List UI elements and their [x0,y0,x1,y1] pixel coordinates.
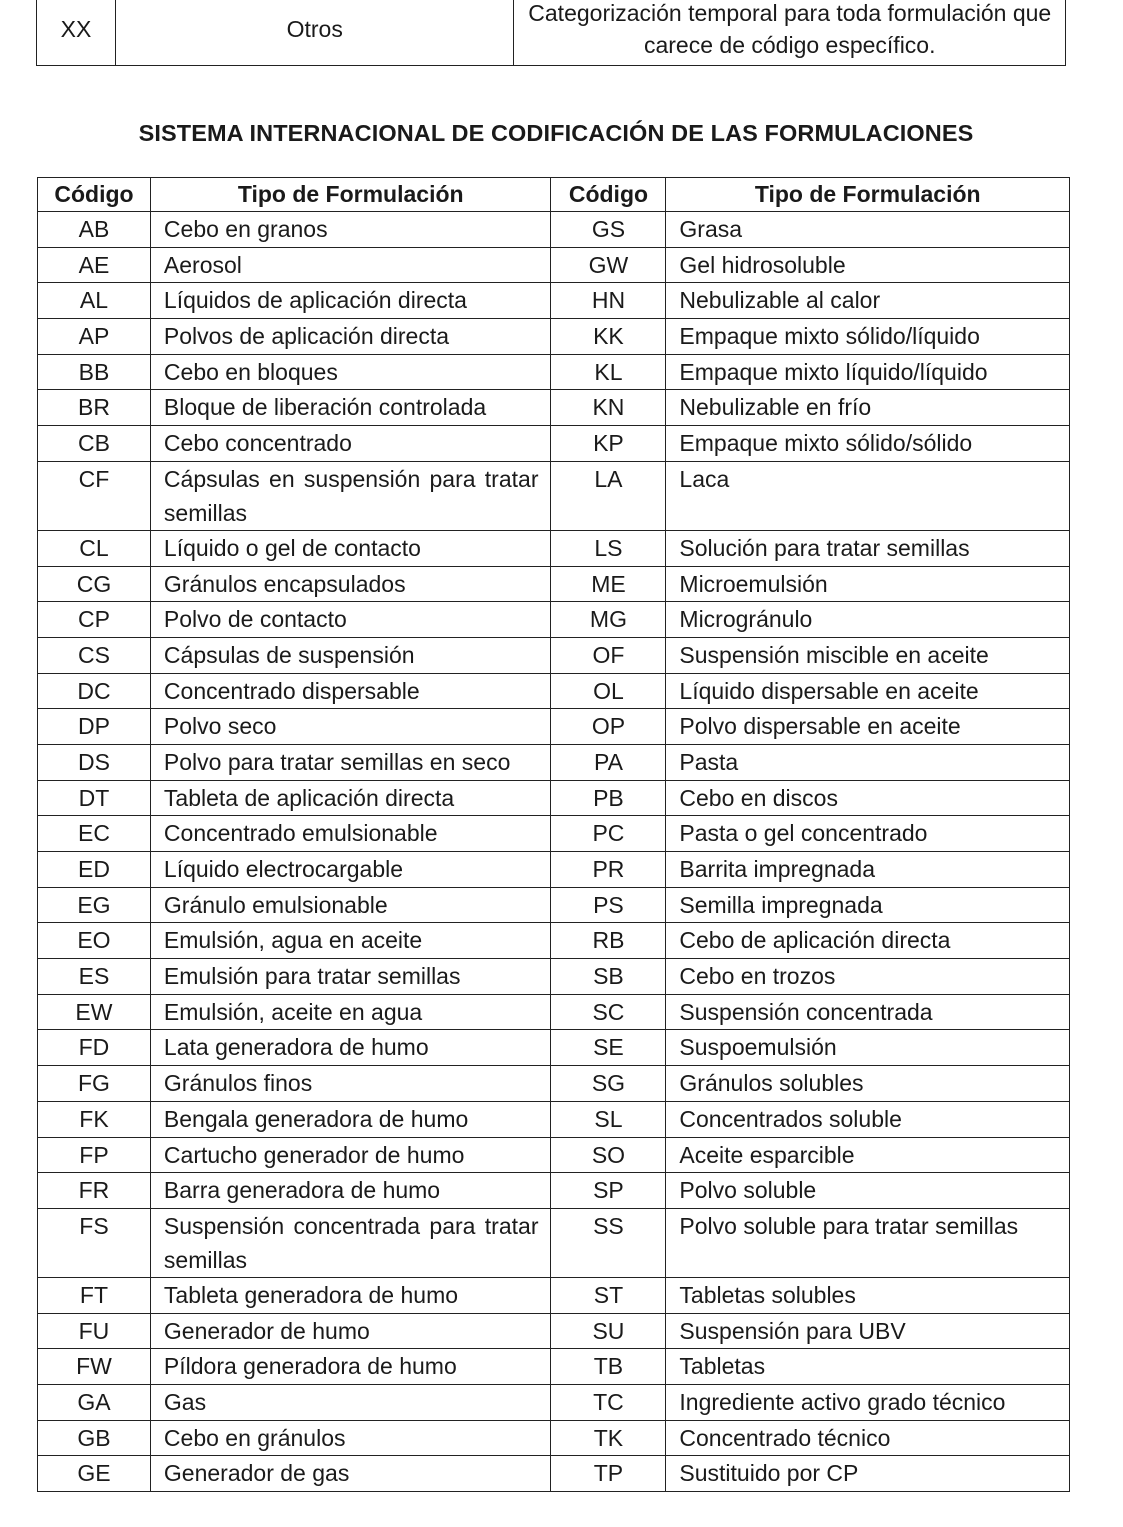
code-cell: PS [551,887,666,923]
formulation-cell: Gránulos finos [150,1066,551,1102]
table-row [38,1066,1070,1102]
formulation-cell: Polvo de contacto [150,602,551,638]
formulation-cell: Cebo en gránulos [150,1420,551,1456]
code-cell: DS [38,744,151,780]
formulation-cell: Emulsión, aceite en agua [150,994,551,1030]
code-cell: CP [38,602,151,638]
code-cell: KK [551,319,666,355]
formulation-cell: Otros [115,0,514,66]
formulation-cell: Aerosol [150,247,551,283]
formulation-cell: Polvo soluble [666,1173,1070,1209]
code-cell: FU [38,1313,151,1349]
code-cell: SG [551,1066,666,1102]
code-cell: PR [551,852,666,888]
code-cell: OP [551,709,666,745]
formulation-cell: Suspensión concentrada [666,994,1070,1030]
table-row [38,283,1070,319]
code-cell: GB [38,1420,151,1456]
code-cell: XX [37,0,116,66]
code-cell: FK [38,1101,151,1137]
table-row [38,212,1070,248]
column-header-type-left: Tipo de Formulación [150,178,551,212]
table-row [38,1101,1070,1137]
formulation-cell: Tableta generadora de humo [150,1277,551,1313]
formulation-cell: Generador de gas [150,1456,551,1492]
code-cell: EW [38,994,151,1030]
code-cell: SP [551,1173,666,1209]
formulation-cell: Solución para tratar semillas [666,530,1070,566]
code-cell: ME [551,566,666,602]
table-row [38,637,1070,673]
table-row [38,1349,1070,1385]
code-cell: SO [551,1137,666,1173]
formulation-cell: Polvo dispersable en aceite [666,709,1070,745]
table-row [38,780,1070,816]
table-row [38,816,1070,852]
table-row [38,1384,1070,1420]
table-row [38,354,1070,390]
formulation-cell: Gas [150,1384,551,1420]
formulation-cell: Gránulo emulsionable [150,887,551,923]
formulation-cell: Concentrado dispersable [150,673,551,709]
table-row [38,1137,1070,1173]
formulation-cell: Cebo en trozos [666,959,1070,995]
code-cell: EC [38,816,151,852]
table-header-row [38,178,1070,212]
formulation-cell: Empaque mixto sólido/sólido [666,426,1070,462]
formulation-cell: Grasa [666,212,1070,248]
code-cell: ED [38,852,151,888]
formulation-cell: Líquidos de aplicación directa [150,283,551,319]
formulation-cell: Cápsulas en suspensión para tratar semillas [150,461,551,530]
table-row [38,994,1070,1030]
code-cell: SU [551,1313,666,1349]
formulation-cell: Nebulizable al calor [666,283,1070,319]
formulation-cell: Concentrado emulsionable [150,816,551,852]
formulation-cell: Líquido dispersable en aceite [666,673,1070,709]
code-cell: PC [551,816,666,852]
code-cell: GA [38,1384,151,1420]
formulation-cell: Tabletas [666,1349,1070,1385]
code-cell: MG [551,602,666,638]
formulation-cell: Gel hidrosoluble [666,247,1070,283]
code-cell: GW [551,247,666,283]
formulation-cell: Polvo soluble para tratar semillas [666,1208,1070,1277]
formulation-cell: Suspensión miscible en aceite [666,637,1070,673]
table-row [38,923,1070,959]
formulation-codes-table [37,177,1070,1492]
formulation-cell: Bloque de liberación controlada [150,390,551,426]
code-cell: FT [38,1277,151,1313]
code-cell: BB [38,354,151,390]
code-cell: LA [551,461,666,530]
code-cell: PA [551,744,666,780]
column-header-code-right: Código [551,178,666,212]
code-cell: OL [551,673,666,709]
code-cell: SE [551,1030,666,1066]
table-row [38,530,1070,566]
code-cell: FW [38,1349,151,1385]
code-cell: EO [38,923,151,959]
table-row [38,744,1070,780]
code-cell: DC [38,673,151,709]
code-cell: LS [551,530,666,566]
formulation-cell: Polvo para tratar semillas en seco [150,744,551,780]
code-cell: CS [38,637,151,673]
formulation-cell: Sustituido por CP [666,1456,1070,1492]
table-row [38,673,1070,709]
table-row [37,0,1066,66]
formulation-cell: Líquido o gel de contacto [150,530,551,566]
formulation-cell: Polvos de aplicación directa [150,319,551,355]
code-cell: CF [38,461,151,530]
code-cell: AP [38,319,151,355]
table-row [38,1277,1070,1313]
code-cell: KP [551,426,666,462]
table-row [38,852,1070,888]
code-cell: FD [38,1030,151,1066]
formulation-cell: Cebo concentrado [150,426,551,462]
code-cell: TB [551,1349,666,1385]
table-row [38,709,1070,745]
code-cell: AB [38,212,151,248]
formulation-cell: Cebo en granos [150,212,551,248]
table-row [38,390,1070,426]
code-cell: GE [38,1456,151,1492]
other-code-table [36,0,1066,66]
formulation-cell: Emulsión, agua en aceite [150,923,551,959]
table-row [38,1313,1070,1349]
column-header-type-right: Tipo de Formulación [666,178,1070,212]
formulation-cell: Nebulizable en frío [666,390,1070,426]
column-header-code-left: Código [38,178,151,212]
table-row [38,602,1070,638]
formulation-cell: Semilla impregnada [666,887,1070,923]
code-cell: FP [38,1137,151,1173]
code-cell: SL [551,1101,666,1137]
code-cell: AL [38,283,151,319]
table-row [38,461,1070,530]
formulation-cell: Microgránulo [666,602,1070,638]
formulation-cell: Lata generadora de humo [150,1030,551,1066]
code-cell: HN [551,283,666,319]
table-row [38,1456,1070,1492]
code-cell: KL [551,354,666,390]
formulation-cell: Cebo de aplicación directa [666,923,1070,959]
formulation-cell: Concentrado técnico [666,1420,1070,1456]
formulation-cell: Empaque mixto sólido/líquido [666,319,1070,355]
formulation-cell: Barrita impregnada [666,852,1070,888]
formulation-cell: Líquido electrocargable [150,852,551,888]
code-cell: PB [551,780,666,816]
code-cell: RB [551,923,666,959]
code-cell: BR [38,390,151,426]
code-cell: OF [551,637,666,673]
table-row [38,1208,1070,1277]
code-cell: CL [38,530,151,566]
formulation-cell: Ingrediente activo grado técnico [666,1384,1070,1420]
code-cell: ES [38,959,151,995]
table-row [38,566,1070,602]
formulation-cell: Microemulsión [666,566,1070,602]
code-cell: SB [551,959,666,995]
formulation-cell: Barra generadora de humo [150,1173,551,1209]
formulation-cell: Laca [666,461,1070,530]
code-cell: SC [551,994,666,1030]
formulation-cell: Generador de humo [150,1313,551,1349]
formulation-cell: Aceite esparcible [666,1137,1070,1173]
table-row [38,247,1070,283]
formulation-cell: Gránulos encapsulados [150,566,551,602]
table-row [38,1173,1070,1209]
code-cell: TC [551,1384,666,1420]
code-cell: CB [38,426,151,462]
code-cell: DP [38,709,151,745]
formulation-cell: Píldora generadora de humo [150,1349,551,1385]
formulation-cell: Cápsulas de suspensión [150,637,551,673]
code-cell: SS [551,1208,666,1277]
formulation-cell: Tableta de aplicación directa [150,780,551,816]
table-row [38,959,1070,995]
code-cell: FG [38,1066,151,1102]
formulation-cell: Pasta [666,744,1070,780]
formulation-cell: Cebo en discos [666,780,1070,816]
code-cell: GS [551,212,666,248]
formulation-cell: Suspensión concentrada para tratar semillas [150,1208,551,1277]
formulation-cell: Gránulos solubles [666,1066,1070,1102]
table-row [38,1030,1070,1066]
formulation-cell: Empaque mixto líquido/líquido [666,354,1070,390]
table-row [38,426,1070,462]
formulation-cell: Cartucho generador de humo [150,1137,551,1173]
formulation-cell: Bengala generadora de humo [150,1101,551,1137]
code-cell: EG [38,887,151,923]
formulation-cell: Polvo seco [150,709,551,745]
code-cell: TK [551,1420,666,1456]
table-row [38,319,1070,355]
formulation-cell: Pasta o gel concentrado [666,816,1070,852]
code-cell: TP [551,1456,666,1492]
formulation-cell: Cebo en bloques [150,354,551,390]
code-cell: DT [38,780,151,816]
code-cell: ST [551,1277,666,1313]
formulation-cell: Tabletas solubles [666,1277,1070,1313]
table-row [38,1420,1070,1456]
page-title: SISTEMA INTERNACIONAL DE CODIFICACIÓN DE LAS FORMULACIONES [138,120,974,146]
code-cell: FR [38,1173,151,1209]
code-cell: FS [38,1208,151,1277]
formulation-cell: Suspoemulsión [666,1030,1070,1066]
table-row [38,887,1070,923]
code-cell: KN [551,390,666,426]
formulation-cell: Emulsión para tratar semillas [150,959,551,995]
formulation-cell: Concentrados soluble [666,1101,1070,1137]
description-cell: Categorización temporal para toda formulación que carece de código específico. [514,0,1066,66]
code-cell: AE [38,247,151,283]
formulation-cell: Suspensión para UBV [666,1313,1070,1349]
code-cell: CG [38,566,151,602]
